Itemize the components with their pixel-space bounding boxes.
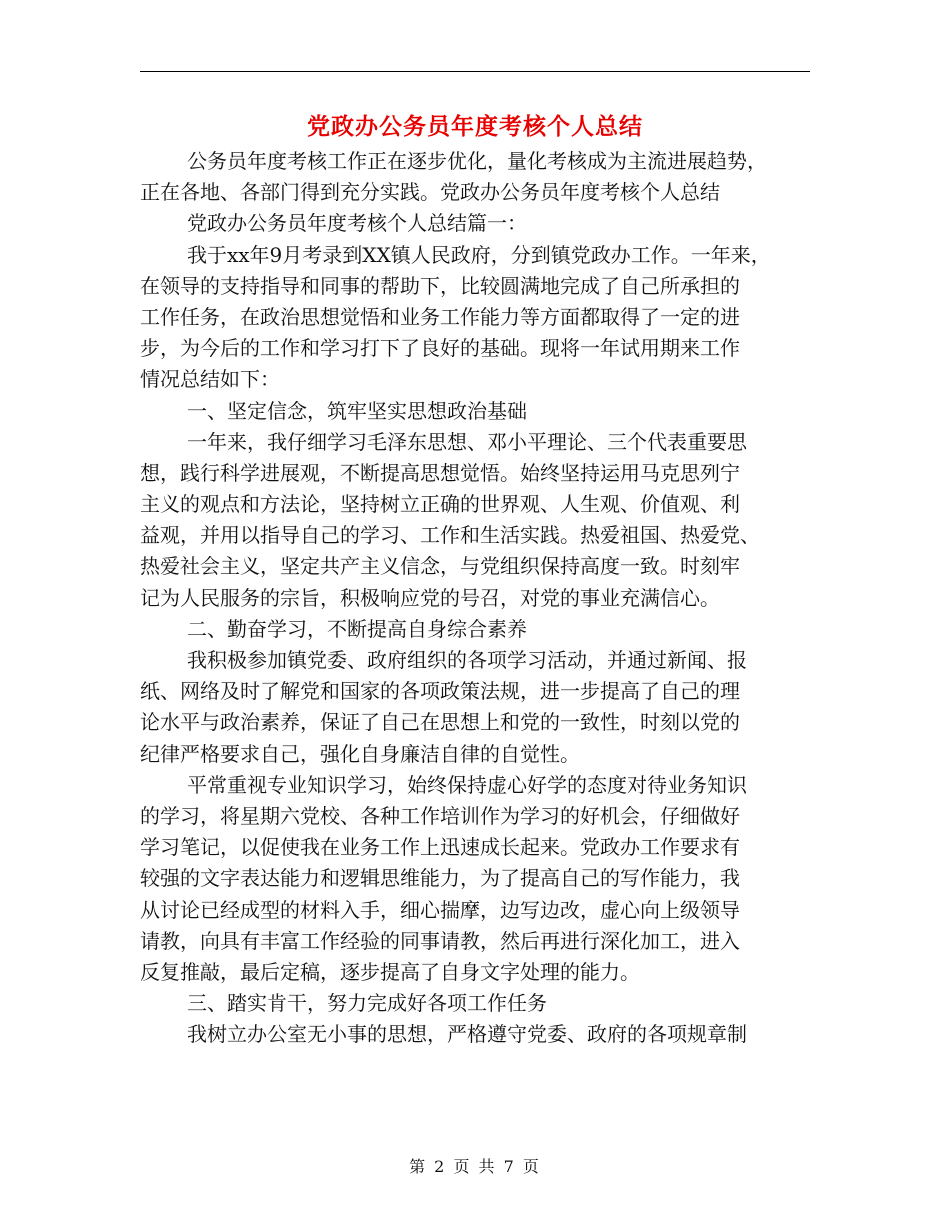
document-title: 党政办公务员年度考核个人总结	[307, 113, 643, 140]
text-line: 的学习，将星期六党校、各种工作培训作为学习的好机会，仔细做好	[140, 803, 740, 828]
text-line: 我积极参加镇党委、政府组织的各项学习活动，并通过新闻、报	[187, 648, 747, 672]
text-line: 请教，向具有丰富工作经验的同事请教，然后再进行深化加工，进入	[140, 928, 740, 953]
text-line: 学习笔记，以促使我在业务工作上迅速成长起来。党政办工作要求有	[140, 835, 740, 860]
document-body	[140, 146, 800, 1050]
text-line: 党政办公务员年度考核个人总结篇一：	[187, 211, 527, 236]
text-line: 情况总结如下：	[140, 367, 280, 392]
text-line: 二、勤奋学习，不断提高自身综合素养	[187, 616, 527, 641]
page-number-label: 第 2 页 共 7 页	[409, 1157, 541, 1176]
text-line: 主义的观点和方法论，坚持树立正确的世界观、人生观、价值观、利	[140, 492, 740, 517]
page-footer	[0, 1154, 950, 1177]
text-line: 热爱社会主义，坚定共产主义信念，与党组织保持高度一致。时刻牢	[140, 554, 740, 579]
header-rule	[140, 71, 810, 72]
text-line: 平常重视专业知识学习，始终保持虚心好学的态度对待业务知识	[187, 772, 747, 797]
text-line: 在领导的支持指导和同事的帮助下，比较圆满地完成了自己所承担的	[140, 273, 740, 298]
text-line: 记为人民服务的宗旨，积极响应党的号召，对党的事业充满信心。	[140, 585, 720, 610]
text-line: 我树立办公室无小事的思想，严格遵守党委、政府的各项规章制	[187, 1022, 747, 1047]
text-line: 益观，并用以指导自己的学习、工作和生活实践。热爱祖国、热爱党、	[140, 523, 760, 548]
text-line: 反复推敲，最后定稿，逐步提高了自身文字处理的能力。	[140, 959, 640, 984]
text-line: 三、踏实肯干，努力完成好各项工作任务	[187, 991, 547, 1016]
text-line: 正在各地、各部门得到充分实践。党政办公务员年度考核个人总结	[140, 180, 720, 205]
text-line: 想，践行科学进展观，不断提高思想觉悟。始终坚持运用马克思列宁	[140, 460, 740, 485]
text-line: 较强的文字表达能力和逻辑思维能力，为了提高自己的写作能力，我	[140, 866, 740, 891]
text-line: 从讨论已经成型的材料入手，细心揣摩，边写边改，虚心向上级领导	[140, 897, 740, 922]
text-line: 纪律严格要求自己，强化自身廉洁自律的自觉性。	[140, 741, 580, 766]
text-line: 论水平与政治素养，保证了自己在思想上和党的一致性，时刻以党的	[140, 710, 740, 735]
text-line: 纸、网络及时了解党和国家的各项政策法规，进一步提高了自己的理	[140, 679, 740, 704]
text-line: 公务员年度考核工作正在逐步优化，量化考核成为主流进展趋势，	[187, 149, 767, 173]
text-line: 工作任务，在政治思想觉悟和业务工作能力等方面都取得了一定的进	[140, 304, 740, 329]
text-line: 我于xx年9月考录到XX镇人民政府，分到镇党政办工作。一年来，	[187, 242, 771, 267]
text-line: 一年来，我仔细学习毛泽东思想、邓小平理论、三个代表重要思	[187, 429, 747, 454]
text-line: 步，为今后的工作和学习打下了良好的基础。现将一年试用期来工作	[140, 336, 740, 361]
text-line: 一、坚定信念，筑牢坚实思想政治基础	[187, 398, 527, 423]
